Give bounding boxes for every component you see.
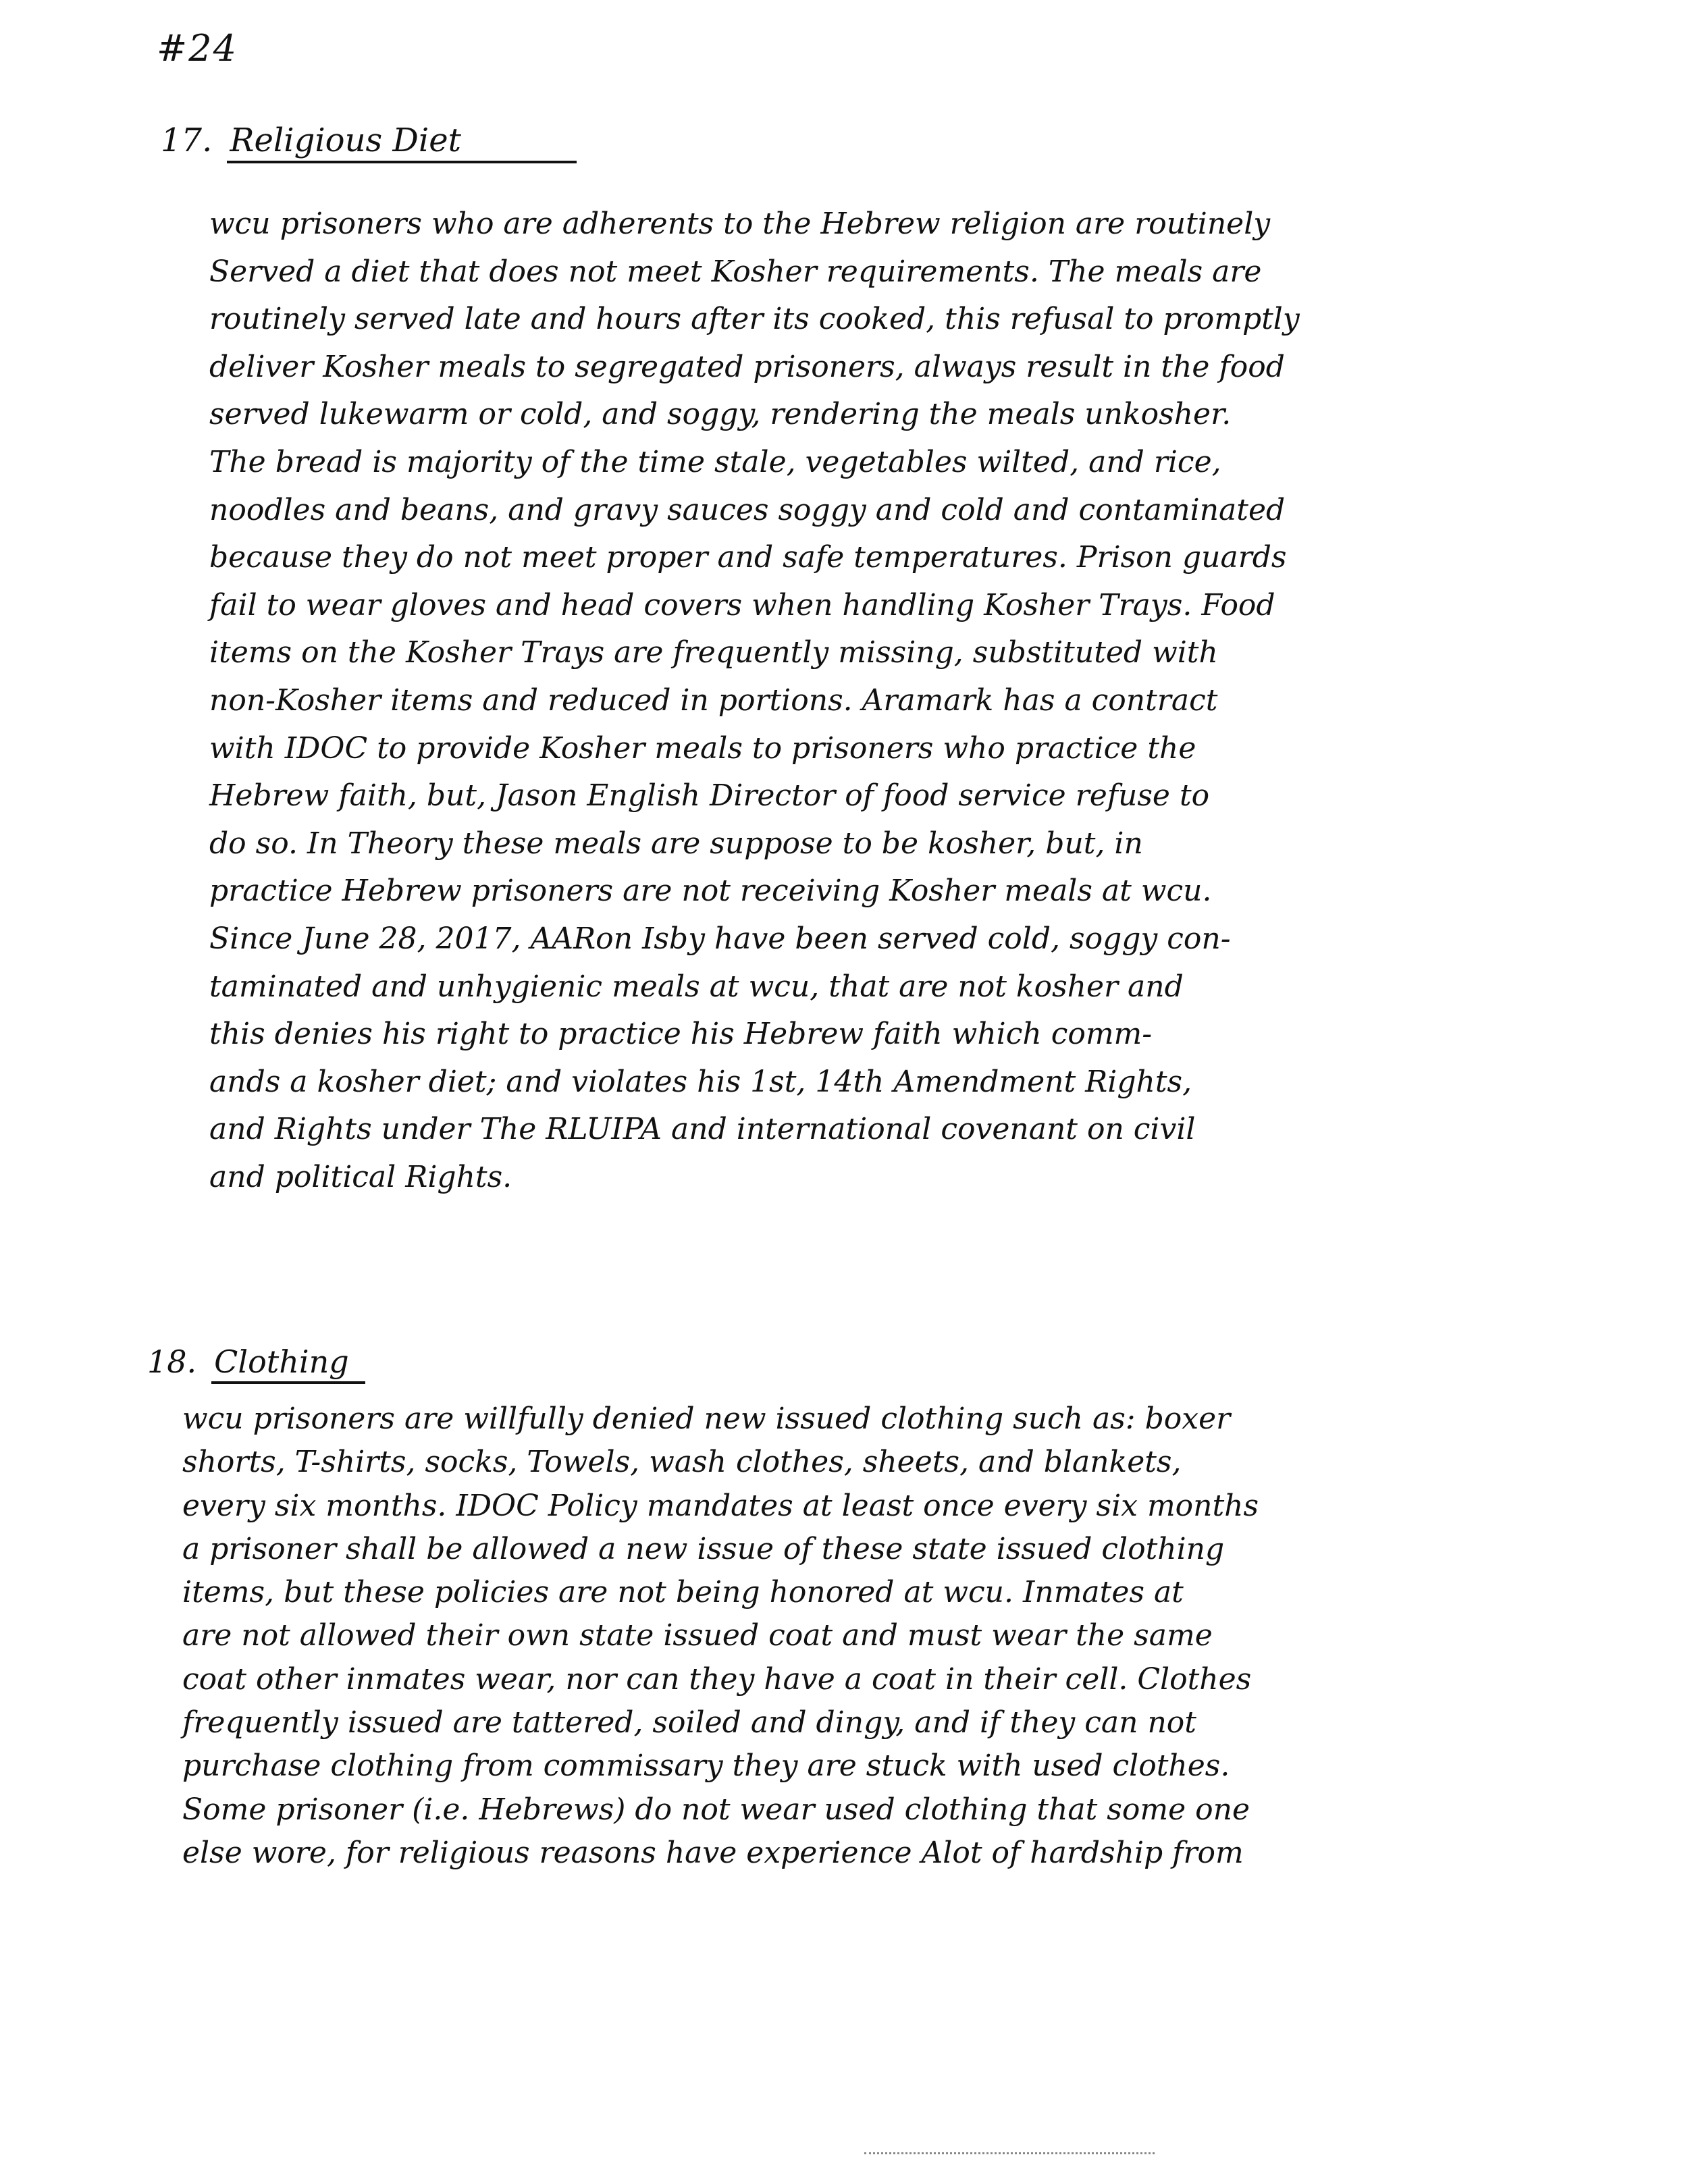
section-body bbox=[209, 209, 1300, 1210]
text-line: Since June 28, 2017, AARon Isby have been served cold, soggy con- bbox=[209, 921, 1231, 956]
text-line: wcu prisoners who are adherents to the Hebrew religion are routinely bbox=[209, 207, 1271, 241]
text-line: and Rights under The RLUIPA and international covenant on civil bbox=[209, 1112, 1196, 1147]
text-line: The bread is majority of the time stale, vegetables wilted, and rice, bbox=[209, 444, 1221, 479]
text-line: practice Hebrew prisoners are not receiving Kosher meals at wcu. bbox=[209, 874, 1212, 909]
page-number: #24 bbox=[157, 27, 238, 70]
text-line: with IDOC to provide Kosher meals to prisoners who practice the bbox=[209, 730, 1196, 766]
text-line: purchase clothing from commissary they are stuck with used clothes. bbox=[182, 1749, 1230, 1784]
text-line: frequently issued are tattered, soiled and dingy, and if they can not bbox=[182, 1705, 1196, 1740]
section-title: Religious Diet bbox=[227, 122, 577, 163]
text-line: this denies his right to practice his Hebrew faith which comm- bbox=[209, 1017, 1153, 1052]
text-line: noodles and beans, and gravy sauces soggy and cold and contaminated bbox=[209, 492, 1286, 527]
text-line: routinely served late and hours after its cooked, this refusal to promptly bbox=[209, 302, 1300, 337]
text-line: Served a diet that does not meet Kosher requirements. The meals are bbox=[209, 254, 1262, 289]
text-line: taminated and unhygienic meals at wcu, that are not kosher and bbox=[209, 969, 1184, 1004]
section-heading bbox=[147, 1343, 365, 1384]
section-number: 18. bbox=[147, 1343, 197, 1380]
section-heading bbox=[161, 122, 577, 163]
scan-artifact bbox=[864, 2152, 1155, 2154]
text-line: because they do not meet proper and safe temperatures. Prison guards bbox=[209, 540, 1287, 575]
text-line: Some prisoner (i.e. Hebrews) do not wear used clothing that some one bbox=[182, 1792, 1250, 1827]
text-line: and political Rights. bbox=[209, 1159, 512, 1194]
section-clothing bbox=[147, 1343, 1259, 1870]
text-line: fail to wear gloves and head covers when handling Kosher Trays. Food bbox=[209, 587, 1275, 622]
text-line: shorts, T-shirts, socks, Towels, wash clothes, sheets, and blankets, bbox=[182, 1445, 1182, 1480]
text-line: ands a kosher diet; and violates his 1st, 14th Amendment Rights, bbox=[209, 1064, 1192, 1099]
text-line: non-Kosher items and reduced in portions. Aramark has a contract bbox=[209, 683, 1218, 718]
section-title: Clothing bbox=[211, 1343, 365, 1384]
text-line: items, but these policies are not being honored at wcu. Inmates at bbox=[182, 1575, 1184, 1610]
text-line: every six months. IDOC Policy mandates at least once every six months bbox=[182, 1488, 1259, 1523]
text-line: coat other inmates wear, nor can they have a coat in their cell. Clothes bbox=[182, 1661, 1252, 1697]
text-line: else wore, for religious reasons have experience Alot of hardship from bbox=[182, 1835, 1244, 1870]
text-line: wcu prisoners are willfully denied new issued clothing such as: boxer bbox=[182, 1402, 1231, 1436]
text-line: a prisoner shall be allowed a new issue of these state issued clothing bbox=[182, 1531, 1225, 1566]
text-line: deliver Kosher meals to segregated prisoners, always result in the food bbox=[209, 349, 1285, 384]
text-line: Hebrew faith, but, Jason English Director of food service refuse to bbox=[209, 778, 1210, 814]
text-line: served lukewarm or cold, and soggy, rendering the meals unkosher. bbox=[209, 397, 1232, 432]
text-line: do so. In Theory these meals are suppose to be kosher, but, in bbox=[209, 826, 1143, 861]
text-line: are not allowed their own state issued coat and must wear the same bbox=[182, 1618, 1213, 1653]
section-religious-diet bbox=[161, 122, 1300, 1194]
text-line: items on the Kosher Trays are frequently missing, substituted with bbox=[209, 635, 1218, 670]
section-number: 17. bbox=[161, 122, 213, 159]
section-body bbox=[182, 1404, 1259, 1882]
